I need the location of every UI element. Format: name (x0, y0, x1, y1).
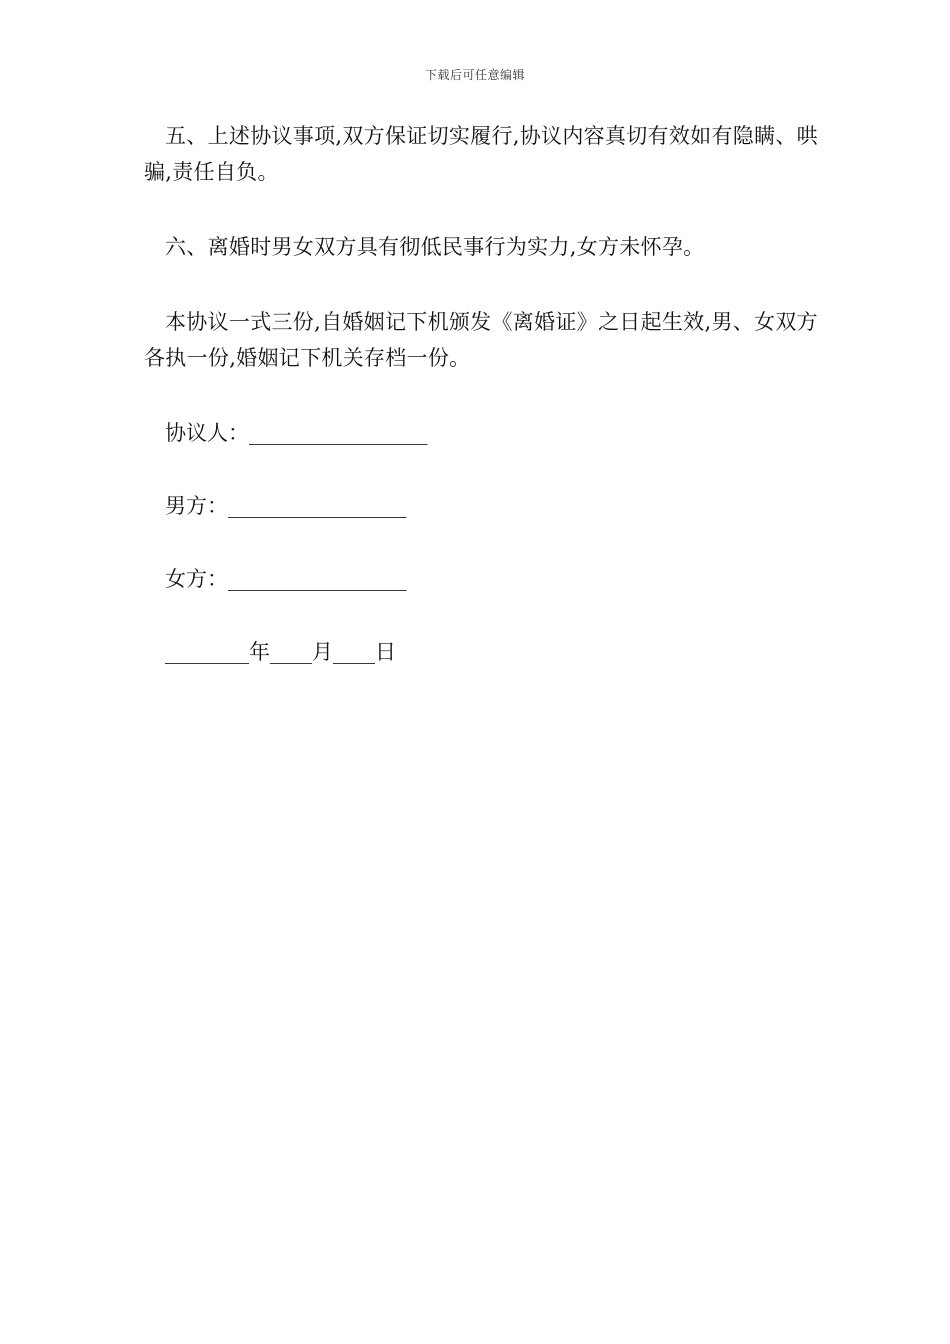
clause-six: 六、离婚时男女双方具有彻低民事行为实力,女方未怀孕。 (165, 235, 705, 259)
copies-clause: 本协议一式三份,自婚姻记下机颁发《离婚证》之日起生效,男、女双方各执一份,婚姻记下机关存档一份。 (144, 310, 818, 370)
male-party-line: 男方：_________________ (165, 494, 407, 518)
document-body (144, 118, 824, 707)
page-header: 下载后可任意编辑 (424, 68, 525, 82)
female-party-line: 女方：_________________ (165, 567, 407, 591)
agreement-party-line: 协议人：_________________ (165, 421, 428, 445)
date-line: ________年____月____日 (165, 640, 396, 664)
clause-five: 五、上述协议事项,双方保证切实履行,协议内容真切有效如有隐瞒、哄骗,责任自负。 (144, 124, 818, 184)
